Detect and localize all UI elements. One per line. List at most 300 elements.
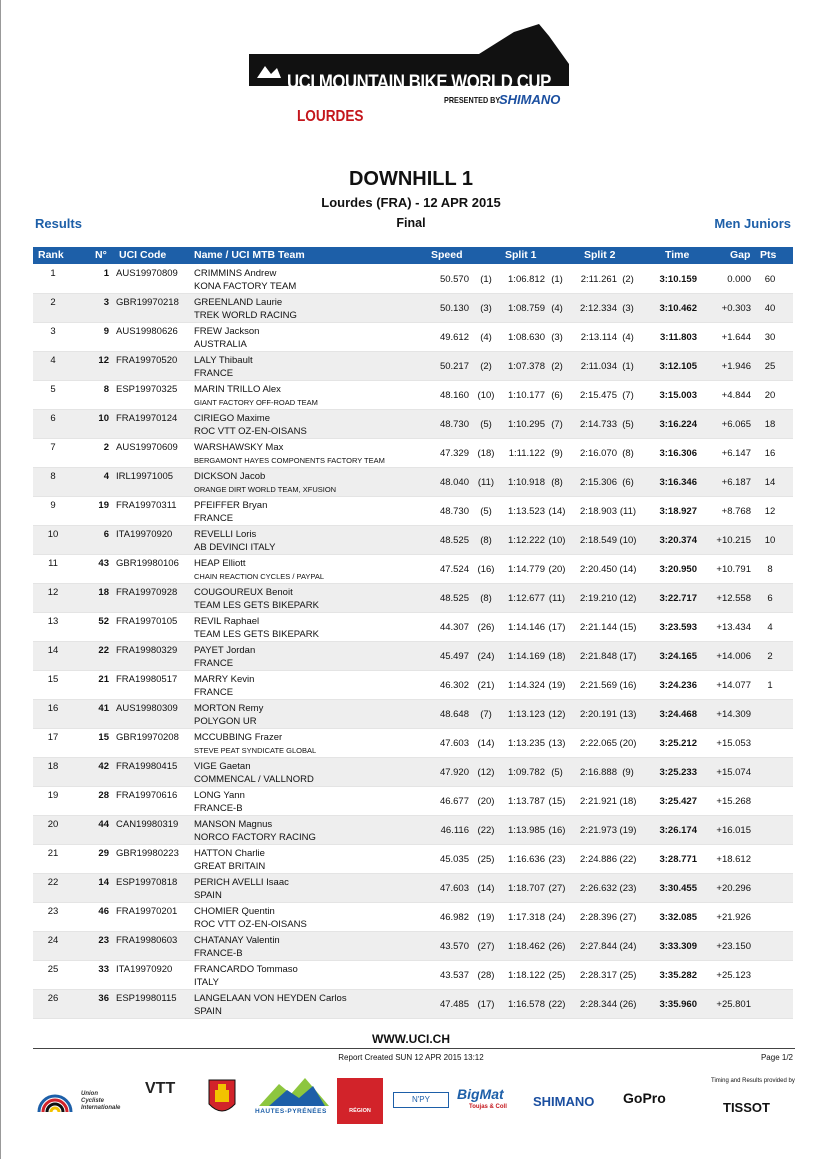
cell-uci-code: GBR19980106 (116, 558, 179, 569)
cell-split2-position: (24) (619, 941, 637, 952)
cell-points: 30 (764, 332, 776, 343)
cell-bib: 10 (98, 413, 109, 424)
cell-uci-code: FRA19970124 (116, 413, 178, 424)
cell-split2: 2:21.144 (580, 622, 617, 633)
cell-split1: 1:06.812 (508, 274, 545, 285)
cell-uci-code: AUS19980626 (116, 326, 178, 337)
cell-split1-position: (18) (548, 651, 566, 662)
cell-split2: 2:24.886 (580, 854, 617, 865)
cell-bib: 8 (103, 384, 109, 395)
cell-rank: 9 (50, 500, 56, 511)
cell-split1: 1:14.324 (508, 680, 545, 691)
cell-split1: 1:12.222 (508, 535, 545, 546)
cell-team: TEAM LES GETS BIKEPARK (194, 629, 319, 640)
cell-name: REVIL Raphael (194, 616, 260, 627)
cell-bib: 6 (103, 529, 109, 540)
cell-split2: 2:11.034 (580, 361, 617, 372)
cell-uci-code: FRA19980329 (116, 645, 178, 656)
cell-bib: 14 (98, 877, 109, 888)
cell-time: 3:20.374 (659, 535, 697, 546)
cell-name: LALY Thibault (194, 355, 253, 366)
cell-rank: 15 (47, 674, 59, 685)
cell-points: 4 (767, 622, 773, 633)
table-row (33, 903, 793, 932)
cell-split1-position: (2) (551, 361, 563, 372)
cell-speed: 48.040 (439, 477, 469, 488)
cell-speed-position: (22) (477, 825, 495, 836)
cell-bib: 36 (98, 993, 109, 1004)
table-row (33, 787, 793, 816)
cell-speed: 48.525 (439, 535, 469, 546)
col-speed: Speed (431, 249, 463, 261)
cell-team: FRANCE (194, 687, 234, 698)
table-row (33, 526, 793, 555)
cell-name: WARSHAWSKY Max (194, 442, 284, 453)
cell-split1: 1:14.779 (508, 564, 545, 575)
col-split2: Split 2 (584, 249, 616, 261)
cell-bib: 4 (103, 471, 109, 482)
cell-split2-position: (8) (622, 448, 634, 459)
cell-points: 2 (767, 651, 773, 662)
cell-split1: 1:16.636 (508, 854, 545, 865)
cell-split1: 1:14.146 (508, 622, 545, 633)
cell-split2: 2:16.888 (580, 767, 617, 778)
cell-split2: 2:12.334 (580, 303, 617, 314)
table-row (33, 961, 793, 990)
cell-bib: 9 (103, 326, 109, 337)
cell-uci-code: ESP19980115 (116, 993, 177, 1004)
cell-name: LONG Yann (194, 790, 245, 801)
cell-split2: 2:28.344 (580, 999, 617, 1010)
cell-time: 3:33.309 (659, 941, 697, 952)
cell-speed: 48.160 (439, 390, 469, 401)
cell-time: 3:25.233 (659, 767, 697, 778)
cell-name: MARRY Kevin (194, 674, 255, 685)
cell-split2: 2:21.569 (580, 680, 617, 691)
cell-team: AUSTRALIA (194, 339, 247, 350)
gopro-logo: GoPro (623, 1090, 666, 1106)
cell-team: KONA FACTORY TEAM (194, 281, 297, 292)
cell-split2: 2:21.973 (580, 825, 617, 836)
cell-split2-position: (9) (622, 767, 634, 778)
cell-time: 3:28.771 (659, 854, 697, 865)
cell-team: BERGAMONT HAYES COMPONENTS FACTORY TEAM (194, 456, 385, 465)
cell-speed-position: (3) (480, 303, 492, 314)
cell-time: 3:10.159 (659, 274, 697, 285)
cell-split2: 2:11.261 (580, 274, 617, 285)
cell-team: FRANCE (194, 658, 234, 669)
table-row (33, 555, 793, 584)
cell-split2-position: (2) (622, 274, 634, 285)
cell-uci-code: GBR19980223 (116, 848, 179, 859)
cell-rank: 26 (47, 993, 59, 1004)
table-row (33, 439, 793, 468)
cell-rank: 3 (50, 326, 56, 337)
cell-split1-position: (24) (548, 912, 566, 923)
cell-split2-position: (19) (619, 825, 637, 836)
cell-points: 6 (767, 593, 773, 604)
cell-split1-position: (9) (551, 448, 563, 459)
cell-split2-position: (27) (619, 912, 637, 923)
cell-uci-code: FRA19970311 (116, 500, 177, 511)
cell-speed: 50.217 (439, 361, 469, 372)
cell-time: 3:12.105 (659, 361, 697, 372)
event-round: Final (396, 216, 426, 230)
cell-split1: 1:12.677 (508, 593, 545, 604)
cell-split1-position: (1) (551, 274, 563, 285)
cell-rank: 17 (47, 732, 59, 743)
cell-split1-position: (23) (548, 854, 566, 865)
cell-name: LANGELAAN VON HEYDEN Carlos (194, 993, 347, 1004)
cell-uci-code: FRA19980603 (116, 935, 178, 946)
hautes-pyrenees-logo: HAUTES-PYRÉNÉES (255, 1108, 327, 1115)
cell-points: 8 (767, 564, 773, 575)
cell-uci-code: AUS19980309 (116, 703, 178, 714)
uci-logo-text: Union Cycliste Internationale (81, 1091, 121, 1111)
cell-split1: 1:10.177 (508, 390, 545, 401)
cell-team: FRANCE-B (194, 803, 243, 814)
cell-bib: 3 (103, 297, 109, 308)
cell-split2: 2:27.844 (580, 941, 617, 952)
cell-rank: 25 (47, 964, 59, 975)
cell-speed: 46.302 (439, 680, 469, 691)
cell-split2-position: (12) (619, 593, 637, 604)
cell-split1: 1:14.169 (508, 651, 545, 662)
cell-rank: 6 (50, 413, 56, 424)
cell-gap: +25.123 (716, 970, 751, 981)
cell-gap: +15.268 (716, 796, 751, 807)
cell-name: PFEIFFER Bryan (194, 500, 268, 511)
cell-gap: +20.296 (716, 883, 751, 894)
cell-speed-position: (20) (477, 796, 495, 807)
cell-uci-code: FRA19980415 (116, 761, 178, 772)
cell-name: REVELLI Loris (194, 529, 257, 540)
cell-speed: 46.677 (439, 796, 469, 807)
lourdes-crest-icon (207, 1078, 237, 1118)
cell-name: CHATANAY Valentin (194, 935, 280, 946)
table-row (33, 381, 793, 410)
cell-rank: 8 (50, 471, 56, 482)
cell-split2-position: (17) (619, 651, 637, 662)
cell-time: 3:25.212 (659, 738, 697, 749)
cell-rank: 24 (47, 935, 59, 946)
cell-speed: 47.329 (439, 448, 469, 459)
cell-name: HATTON Charlie (194, 848, 265, 859)
cell-split1: 1:08.630 (508, 332, 545, 343)
cell-points: 18 (764, 419, 776, 430)
cell-split2: 2:20.191 (580, 709, 617, 720)
cell-time: 3:15.003 (659, 390, 697, 401)
col-gap: Gap (730, 249, 751, 261)
col-rank: Rank (38, 249, 64, 261)
cell-speed: 46.116 (440, 825, 469, 836)
cell-split1: 1:13.235 (508, 738, 545, 749)
cell-gap: +1.946 (721, 361, 751, 372)
table-row (33, 874, 793, 903)
cell-bib: 44 (98, 819, 109, 830)
cell-rank: 5 (50, 384, 56, 395)
tissot-logo: TISSOT (723, 1100, 770, 1115)
cell-time: 3:20.950 (659, 564, 697, 575)
cell-split1: 1:17.318 (508, 912, 545, 923)
cell-team: FRANCE (194, 513, 234, 524)
logo-title: UCI MOUNTAIN BIKE WORLD CUP (287, 71, 551, 93)
cell-speed: 43.537 (439, 970, 469, 981)
table-row (33, 816, 793, 845)
cell-name: HEAP Elliott (194, 558, 246, 569)
hautes-pyrenees-mountain-icon (259, 1076, 329, 1106)
results-table (33, 265, 793, 1019)
cell-name: DICKSON Jacob (194, 471, 266, 482)
cell-split2-position: (22) (619, 854, 637, 865)
cell-gap: +6.187 (721, 477, 751, 488)
cell-team: SPAIN (194, 890, 222, 901)
cell-rank: 16 (47, 703, 59, 714)
cell-speed-position: (1) (480, 274, 492, 285)
cell-name: MORTON Remy (194, 703, 264, 714)
cell-rank: 12 (47, 587, 59, 598)
category-label: Men Juniors (714, 216, 791, 231)
cell-split2: 2:21.921 (580, 796, 617, 807)
cell-speed-position: (24) (477, 651, 495, 662)
cell-speed-position: (7) (480, 709, 492, 720)
cell-team: GIANT FACTORY OFF-ROAD TEAM (194, 398, 318, 407)
cell-split1: 1:10.918 (508, 477, 545, 488)
cell-split1-position: (13) (548, 738, 566, 749)
page-title: DOWNHILL 1 (348, 168, 474, 190)
cell-bib: 42 (98, 761, 109, 772)
cell-bib: 43 (98, 558, 109, 569)
cell-bib: 52 (98, 616, 109, 627)
cell-rank: 1 (50, 268, 56, 279)
table-row (33, 845, 793, 874)
cell-split2: 2:18.549 (580, 535, 617, 546)
results-label: Results (35, 216, 82, 231)
table-row (33, 700, 793, 729)
cell-split2: 2:22.065 (580, 738, 617, 749)
cell-gap: +12.558 (716, 593, 751, 604)
cell-split2: 2:13.114 (580, 332, 617, 343)
cell-speed-position: (8) (480, 535, 492, 546)
cell-team: ITALY (194, 977, 219, 988)
cell-points: 12 (764, 506, 776, 517)
cell-speed: 47.603 (439, 883, 469, 894)
cell-split2-position: (13) (619, 709, 637, 720)
cell-speed-position: (5) (480, 419, 492, 430)
cell-bib: 22 (98, 645, 109, 656)
cell-name: VIGE Gaetan (194, 761, 251, 772)
cell-time: 3:22.717 (659, 593, 697, 604)
cell-team: TREK WORLD RACING (194, 310, 297, 321)
cell-split1-position: (3) (551, 332, 563, 343)
cell-split1: 1:18.462 (508, 941, 545, 952)
cell-time: 3:16.346 (659, 477, 697, 488)
cell-split2-position: (18) (619, 796, 637, 807)
cell-split1-position: (6) (551, 390, 563, 401)
cell-split1-position: (16) (548, 825, 566, 836)
cell-bib: 23 (98, 935, 109, 946)
cell-split2: 2:26.632 (580, 883, 617, 894)
cell-split1: 1:08.759 (508, 303, 545, 314)
cell-speed: 43.570 (439, 941, 469, 952)
footer-url[interactable]: WWW.UCI.CH (372, 1032, 450, 1046)
col-bib: N° (95, 249, 107, 261)
cell-team: COMMENCAL / VALLNORD (194, 774, 314, 785)
cell-team: SPAIN (194, 1006, 222, 1017)
cell-bib: 41 (98, 703, 109, 714)
cell-rank: 21 (47, 848, 59, 859)
table-row (33, 671, 793, 700)
logo-shimano: SHIMANO (499, 92, 561, 107)
cell-speed-position: (16) (477, 564, 495, 575)
cell-gap: +21.926 (716, 912, 751, 923)
timing-label: Timing and Results provided by (711, 1078, 795, 1084)
cell-speed: 48.730 (439, 419, 469, 430)
cell-team: AB DEVINCI ITALY (194, 542, 276, 553)
cell-bib: 33 (98, 964, 109, 975)
cell-team: FRANCE (194, 368, 234, 379)
cell-split1-position: (4) (551, 303, 563, 314)
cell-uci-code: IRL19971005 (116, 471, 174, 482)
cell-time: 3:16.224 (659, 419, 697, 430)
cell-rank: 14 (47, 645, 59, 656)
cell-split1-position: (27) (548, 883, 566, 894)
cell-uci-code: AUS19970809 (116, 268, 178, 279)
cell-split1-position: (20) (548, 564, 566, 575)
cell-uci-code: FRA19970520 (116, 355, 178, 366)
cell-split2-position: (20) (619, 738, 637, 749)
cell-uci-code: FRA19970616 (116, 790, 178, 801)
cell-speed-position: (11) (477, 477, 495, 488)
cell-rank: 18 (47, 761, 59, 772)
cell-split1-position: (26) (548, 941, 566, 952)
table-row (33, 990, 793, 1019)
cell-speed-position: (5) (480, 506, 492, 517)
cell-speed: 48.648 (439, 709, 469, 720)
cell-split2-position: (23) (619, 883, 637, 894)
cell-speed-position: (8) (480, 593, 492, 604)
cell-split2: 2:20.450 (580, 564, 617, 575)
cell-time: 3:10.462 (659, 303, 697, 314)
cell-speed: 48.525 (439, 593, 469, 604)
cell-time: 3:11.803 (660, 332, 697, 343)
cell-time: 3:23.593 (659, 622, 697, 633)
logo-presented-by: PRESENTED BY (444, 95, 501, 105)
cell-uci-code: FRA19970928 (116, 587, 178, 598)
cell-team: STEVE PEAT SYNDICATE GLOBAL (194, 746, 317, 755)
cell-split2: 2:18.903 (580, 506, 617, 517)
npy-logo: N'PY (393, 1092, 449, 1108)
cell-split2-position: (25) (619, 970, 637, 981)
col-pts: Pts (760, 249, 777, 261)
cell-speed: 45.035 (439, 854, 469, 865)
cell-split2: 2:28.396 (580, 912, 617, 923)
cell-speed-position: (12) (477, 767, 495, 778)
table-row (33, 468, 793, 497)
table-row (33, 410, 793, 439)
cell-split1-position: (5) (551, 767, 563, 778)
table-row (33, 323, 793, 352)
cell-bib: 46 (98, 906, 109, 917)
cell-speed: 47.603 (439, 738, 469, 749)
cell-gap: +14.006 (716, 651, 751, 662)
cell-bib: 15 (98, 732, 109, 743)
cell-time: 3:16.306 (659, 448, 697, 459)
cell-speed-position: (17) (477, 999, 495, 1010)
cell-gap: +15.074 (716, 767, 751, 778)
cell-split2-position: (4) (622, 332, 634, 343)
cell-team: ROC VTT OZ-EN-OISANS (194, 426, 307, 437)
cell-time: 3:35.960 (659, 999, 697, 1010)
cell-speed: 47.920 (439, 767, 469, 778)
cell-time: 3:25.427 (659, 796, 697, 807)
region-logo: RÉGION (337, 1078, 383, 1124)
cell-gap: +25.801 (716, 999, 751, 1010)
footer-divider (33, 1048, 795, 1049)
col-uci-code: UCI Code (119, 249, 167, 261)
cell-uci-code: FRA19980517 (116, 674, 178, 685)
cell-points: 60 (764, 274, 776, 285)
cell-split1-position: (17) (548, 622, 566, 633)
cell-name: CHOMIER Quentin (194, 906, 275, 917)
cell-split1: 1:13.985 (508, 825, 545, 836)
cell-bib: 18 (98, 587, 109, 598)
cell-speed-position: (19) (477, 912, 495, 923)
cell-time: 3:24.236 (659, 680, 697, 691)
cell-speed: 46.982 (439, 912, 469, 923)
cell-speed-position: (25) (477, 854, 495, 865)
cell-split2: 2:15.475 (580, 390, 617, 401)
cell-split1: 1:07.378 (508, 361, 545, 372)
cell-speed: 50.130 (439, 303, 469, 314)
cell-split1-position: (14) (548, 506, 566, 517)
cell-time: 3:30.455 (659, 883, 697, 894)
cell-speed: 44.307 (439, 622, 469, 633)
cell-split2-position: (26) (619, 999, 637, 1010)
cell-split1-position: (7) (551, 419, 563, 430)
cell-rank: 20 (47, 819, 59, 830)
uci-rainbow-logo-icon (35, 1082, 75, 1116)
cell-split1-position: (12) (548, 709, 566, 720)
shimano-logo: SHIMANO (533, 1094, 595, 1109)
cell-gap: +10.791 (716, 564, 751, 575)
cell-team: TEAM LES GETS BIKEPARK (194, 600, 319, 611)
cell-name: CRIMMINS Andrew (194, 268, 277, 279)
cell-name: PAYET Jordan (194, 645, 256, 656)
cell-split2: 2:28.317 (580, 970, 617, 981)
cell-bib: 28 (98, 790, 109, 801)
cell-bib: 21 (98, 674, 109, 685)
cell-split1: 1:16.578 (508, 999, 545, 1010)
cell-speed-position: (21) (477, 680, 495, 691)
cell-uci-code: GBR19970208 (116, 732, 179, 743)
table-row (33, 352, 793, 381)
bigmat-subtitle: Toujas & Coll (469, 1104, 507, 1110)
cell-gap: +14.309 (716, 709, 751, 720)
table-row (33, 497, 793, 526)
table-row (33, 729, 793, 758)
cell-split1-position: (15) (548, 796, 566, 807)
cell-split1: 1:10.295 (508, 419, 545, 430)
cell-uci-code: ITA19970920 (116, 529, 173, 540)
cell-split2-position: (15) (619, 622, 637, 633)
cell-team: ORANGE DIRT WORLD TEAM, XFUSION (194, 485, 337, 494)
cell-split1: 1:13.787 (508, 796, 545, 807)
cell-uci-code: ESP19970325 (116, 384, 178, 395)
table-header (33, 247, 793, 264)
page-number: Page 1/2 (760, 1053, 793, 1062)
sponsor-bar (33, 1070, 793, 1130)
